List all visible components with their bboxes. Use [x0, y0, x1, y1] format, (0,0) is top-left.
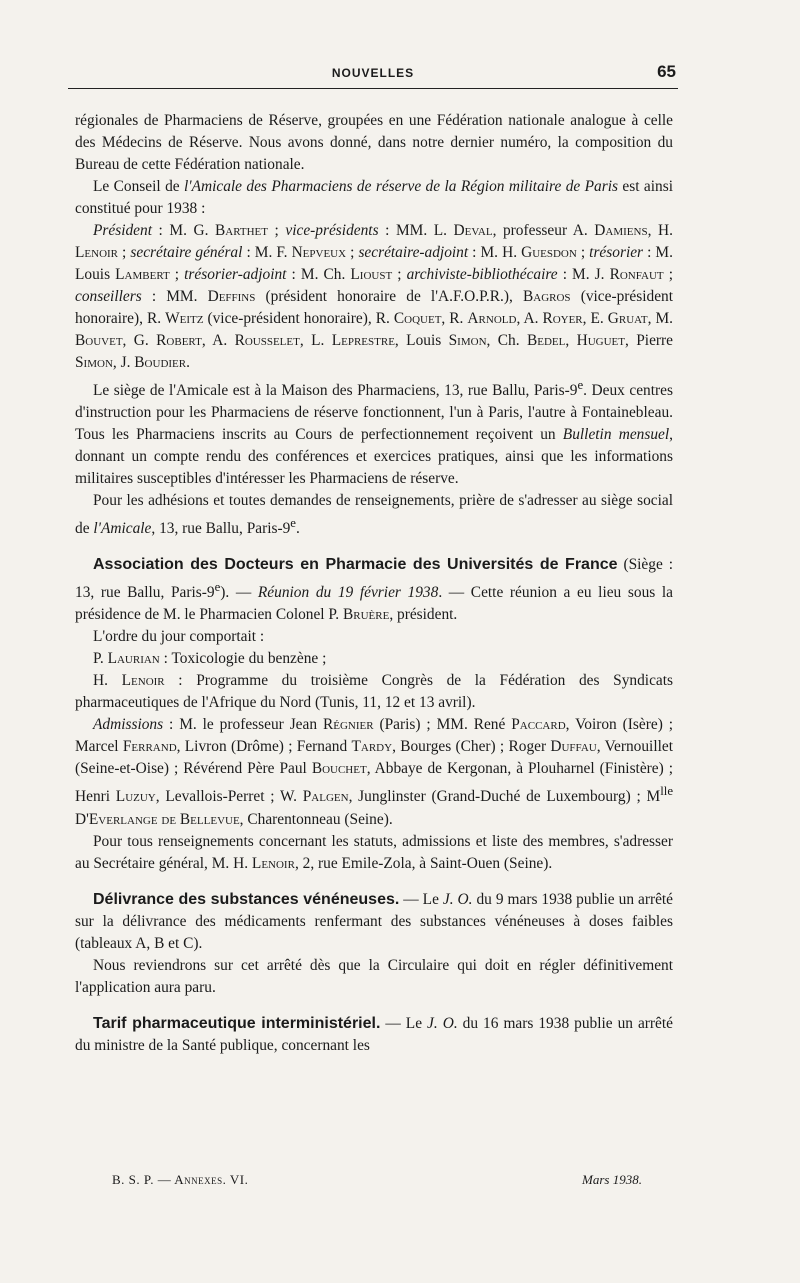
page-header [68, 58, 678, 89]
agenda-item-2: H. Lenoir : Programme du troisième Congrès de la Fédération des Syndicats pharmaceutiques de l'Afrique du Nord (Tunis, 11, 12 et 13 avril). [75, 672, 673, 712]
agenda-item-1: P. Laurian : Toxicologie du benzène ; [93, 650, 327, 668]
amicale-paragraph-4: Pour les adhésions et toutes demandes de renseignements, prière de s'adresser au siège social de l'Amicale, 13, rue Ballu, Paris-9e. [75, 492, 673, 538]
section-gap [75, 540, 673, 554]
tarif-paragraph: Tarif pharmaceutique interministériel. — Le J. O. du 16 mars 1938 publie un arrêté du ministre de la Santé publique, concernant les [75, 1014, 673, 1054]
amicale-paragraph-2: Le Conseil de l'Amicale des Pharmaciens de réserve de la Région militaire de Paris est ainsi constitué pour 1938 : [75, 178, 673, 217]
association-contact: Pour tous renseignements concernant les statuts, admissions et liste des membres, s'adresser au Secrétaire général, M. H. Lenoir, 2, rue Emile-Zola, à Saint-Ouen (Seine). [75, 832, 673, 872]
footer-journal: B. S. P. — Annexes. VI. [112, 1172, 249, 1187]
page-body [75, 110, 673, 1057]
amicale-paragraph-1: régionales de Pharmaciens de Réserve, groupées en une Fédération nationale analogue à celle des Médecins de Réserve. Nous avons donné, dans notre dernier numéro, la composition du Bureau de cette Fédération nationale. [75, 112, 673, 173]
association-heading: Association des Docteurs en Pharmacie des Universités de France [93, 556, 618, 574]
association-paragraph-1: Association des Docteurs en Pharmacie des Universités de France (Siège : 13, rue Ballu, Paris-9e). — Réunion du 19 février 1938. — Cette réunion a eu lieu sous la présidence de M. le Pharmacien Colonel P. Bruère, président. [75, 556, 673, 624]
footer-date: Mars 1938. [582, 1172, 642, 1187]
section-gap [75, 875, 673, 889]
delivrance-paragraph-2: Nous reviendrons sur cet arrêté dès que la Circulaire qui doit en régler définitivement l'application aura paru. [75, 956, 673, 996]
agenda-intro: L'ordre du jour comportait : [93, 628, 265, 646]
section-gap [75, 999, 673, 1013]
page-footer [112, 1172, 642, 1194]
admissions-paragraph: Admissions : M. le professeur Jean Régnier (Paris) ; MM. René Paccard, Voiron (Isère) ; Marcel Ferrand, Livron (Drôme) ; Fernand Tardy, Bourges (Cher) ; Roger Duffau, Vernouillet (Seine-et-Oise) ; Révérend Père Paul Bouchet, Abbaye de Kergonan, à Plouharnel (Finistère) ; Henri Luzuy, Levallois-Perret ; W. Palgen, Junglinster (Grand-Duché de Luxembourg) ; $M^{lle}$ D'Everlange de Bellevue, Charentonneau (Seine). [75, 716, 674, 828]
amicale-paragraph-3: Le siège de l'Amicale est à la Maison des Pharmaciens, 13, rue Ballu, Paris-9e. Deux centres d'instruction pour les Pharmaciens de réserve fonctionnent, l'un à Paris, l'autre à Fontainebleau. Tous les Pharmaciens inscrits au Cours de perfectionnement reçoivent un Bulletin mensuel, donnant un compte rendu des conférences et exercices pratiques, ainsi que les informations militaires susceptibles d'intéresser les Pharmaciens de réserve. [75, 378, 673, 488]
running-title: NOUVELLES [331, 66, 415, 80]
tarif-heading: Tarif pharmaceutique interministériel. [93, 1014, 381, 1032]
amicale-bureau: Président : M. G. Barthet ; vice-présidents : MM. L. Deval, professeur A. Damiens, H. Lenoir ; secrétaire général : M. F. Nepveux ; secrétaire-adjoint : M. H. Guesdon ; trésorier : M. Louis Lambert ; trésorier-adjoint : M. Ch. Lioust ; archiviste-bibliothécaire : M. J. Ronfaut ; conseillers : MM. Deffins (président honoraire de l'A.F.O.P.R.), Bagros (vice-président honoraire), R. Weitz (vice-président honoraire), R. Coquet, R. Arnold, A. Royer, E. Gruat, M. Bouvet, G. Robert, A. Rousselet, L. Leprestre, Louis Simon, Ch. Bedel, Huguet, Pierre Simon, J. Boudier. [75, 222, 674, 371]
delivrance-heading: Délivrance des substances vénéneuses. [93, 890, 400, 908]
delivrance-paragraph-1: Délivrance des substances vénéneuses. — Le J. O. du 9 mars 1938 publie un arrêté sur la délivrance des médicaments renfermant des substances vénéneuses à doses faibles (tableaux A, B et C). [75, 890, 674, 952]
page-number: 65 [657, 62, 676, 81]
